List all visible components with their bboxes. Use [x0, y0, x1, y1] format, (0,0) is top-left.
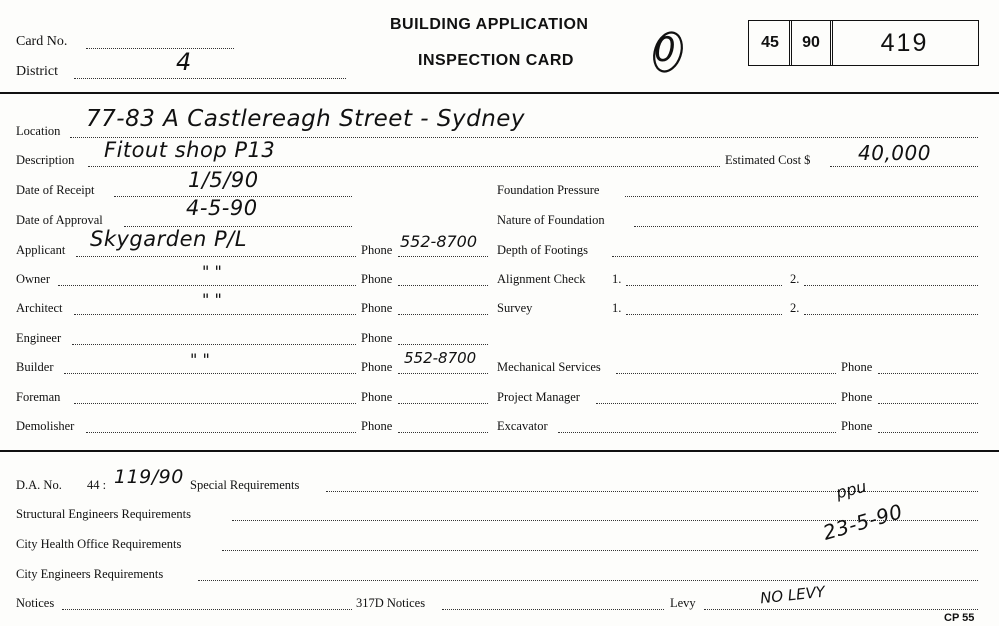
foreman-label: Foreman — [16, 390, 61, 404]
alignment-check-2-label: 2. — [790, 272, 800, 286]
survey-1-line[interactable] — [626, 314, 782, 315]
form-title-line1: BUILDING APPLICATION — [390, 16, 589, 33]
builder-phone-label: Phone — [361, 360, 393, 374]
architect-value: " " — [202, 290, 222, 309]
city-health-label: City Health Office Requirements — [16, 537, 182, 551]
engineer-phone-label: Phone — [361, 331, 393, 345]
applicant-phone-line[interactable] — [398, 256, 488, 257]
foreman-phone-line[interactable] — [398, 403, 488, 404]
district-line[interactable] — [74, 78, 346, 79]
estimated-cost-label: Estimated Cost $ — [725, 153, 811, 167]
special-requirements-label: Special Requirements — [190, 478, 300, 492]
card-no-line[interactable] — [86, 48, 234, 49]
engineer-line[interactable] — [72, 344, 356, 345]
description-value: Fitout shop P13 — [104, 138, 276, 162]
da-no-prefix: 44 : — [87, 478, 107, 492]
mechanical-services-line[interactable] — [616, 373, 836, 374]
excavator-phone-line[interactable] — [878, 432, 978, 433]
317d-notices-label: 317D Notices — [356, 596, 426, 610]
levy-line[interactable] — [704, 609, 978, 610]
nature-foundation-label: Nature of Foundation — [497, 213, 605, 227]
alignment-check-1-line[interactable] — [626, 285, 782, 286]
special-requirements-line[interactable] — [326, 491, 978, 492]
builder-phone-line[interactable] — [398, 373, 488, 374]
demolisher-phone-label: Phone — [361, 419, 393, 433]
city-engineers-line[interactable] — [198, 580, 978, 581]
engineer-label: Engineer — [16, 331, 62, 345]
builder-value: " " — [190, 350, 210, 369]
city-health-line[interactable] — [222, 550, 978, 551]
owner-line[interactable] — [58, 285, 356, 286]
architect-phone-label: Phone — [361, 301, 393, 315]
owner-phone-label: Phone — [361, 272, 393, 286]
317d-notices-line[interactable] — [442, 609, 664, 610]
applicant-phone-value: 552-8700 — [400, 232, 478, 251]
demolisher-label: Demolisher — [16, 419, 75, 433]
demolisher-phone-line[interactable] — [398, 432, 488, 433]
mechanical-phone-label: Phone — [841, 360, 873, 374]
applicant-value: Skygarden P/L — [90, 227, 247, 251]
project-manager-line[interactable] — [596, 403, 836, 404]
number-box-3: 419 — [830, 20, 979, 66]
card-no-label: Card No. — [16, 34, 68, 49]
location-label: Location — [16, 124, 61, 138]
applicant-phone-label: Phone — [361, 243, 393, 257]
foreman-line[interactable] — [74, 403, 356, 404]
structural-engineers-label: Structural Engineers Requirements — [16, 507, 191, 521]
district-value: 4 — [176, 48, 192, 76]
levy-value: NO LEVY — [759, 582, 826, 608]
levy-label: Levy — [670, 596, 696, 610]
circle-mark-icon — [644, 28, 694, 78]
survey-label: Survey — [497, 301, 533, 315]
form-title-line2: INSPECTION CARD — [418, 52, 574, 69]
foundation-pressure-label: Foundation Pressure — [497, 183, 600, 197]
survey-1-label: 1. — [612, 301, 622, 315]
city-engineers-label: City Engineers Requirements — [16, 567, 164, 581]
foreman-phone-label: Phone — [361, 390, 393, 404]
survey-2-label: 2. — [790, 301, 800, 315]
section-rule — [0, 450, 999, 452]
alignment-check-1-label: 1. — [612, 272, 622, 286]
applicant-line[interactable] — [76, 256, 356, 257]
demolisher-line[interactable] — [86, 432, 356, 433]
owner-label: Owner — [16, 272, 51, 286]
date-approval-value: 4-5-90 — [186, 196, 258, 220]
depth-footings-label: Depth of Footings — [497, 243, 588, 257]
applicant-label: Applicant — [16, 243, 66, 257]
nature-foundation-line[interactable] — [634, 226, 978, 227]
architect-line[interactable] — [74, 314, 356, 315]
owner-value: " " — [202, 262, 222, 281]
estimated-cost-line[interactable] — [830, 166, 978, 167]
engineer-phone-line[interactable] — [398, 344, 488, 345]
architect-phone-line[interactable] — [398, 314, 488, 315]
district-label: District — [16, 64, 58, 79]
excavator-phone-label: Phone — [841, 419, 873, 433]
excavator-line[interactable] — [558, 432, 836, 433]
architect-label: Architect — [16, 301, 63, 315]
description-line[interactable] — [88, 166, 720, 167]
da-no-label: D.A. No. — [16, 478, 62, 492]
estimated-cost-value: 40,000 — [858, 141, 931, 165]
depth-footings-line[interactable] — [612, 256, 978, 257]
date-receipt-value: 1/5/90 — [188, 168, 259, 192]
mechanical-services-label: Mechanical Services — [497, 360, 601, 374]
excavator-label: Excavator — [497, 419, 548, 433]
builder-label: Builder — [16, 360, 54, 374]
owner-phone-line[interactable] — [398, 285, 488, 286]
date-approval-label: Date of Approval — [16, 213, 103, 227]
number-box-1: 45 — [748, 20, 792, 66]
ppu-date: 23-5-90 — [820, 499, 906, 545]
builder-line[interactable] — [64, 373, 356, 374]
survey-2-line[interactable] — [804, 314, 978, 315]
header-rule — [0, 92, 999, 94]
number-box-2: 90 — [789, 20, 833, 66]
form-code: CP 55 — [944, 612, 975, 624]
builder-phone-value: 552-8700 — [404, 349, 477, 367]
da-no-value: 119/90 — [114, 466, 184, 488]
notices-label: Notices — [16, 596, 55, 610]
foundation-pressure-line[interactable] — [625, 196, 978, 197]
project-manager-phone-line[interactable] — [878, 403, 978, 404]
description-label: Description — [16, 153, 75, 167]
location-value: 77-83 A Castlereagh Street - Sydney — [86, 106, 526, 132]
circled-mark: 0 — [654, 30, 677, 70]
mechanical-phone-line[interactable] — [878, 373, 978, 374]
alignment-check-2-line[interactable] — [804, 285, 978, 286]
date-receipt-label: Date of Receipt — [16, 183, 95, 197]
ppu-note: ppu — [834, 476, 869, 503]
project-manager-label: Project Manager — [497, 390, 580, 404]
notices-line[interactable] — [62, 609, 352, 610]
alignment-check-label: Alignment Check — [497, 272, 586, 286]
project-manager-phone-label: Phone — [841, 390, 873, 404]
